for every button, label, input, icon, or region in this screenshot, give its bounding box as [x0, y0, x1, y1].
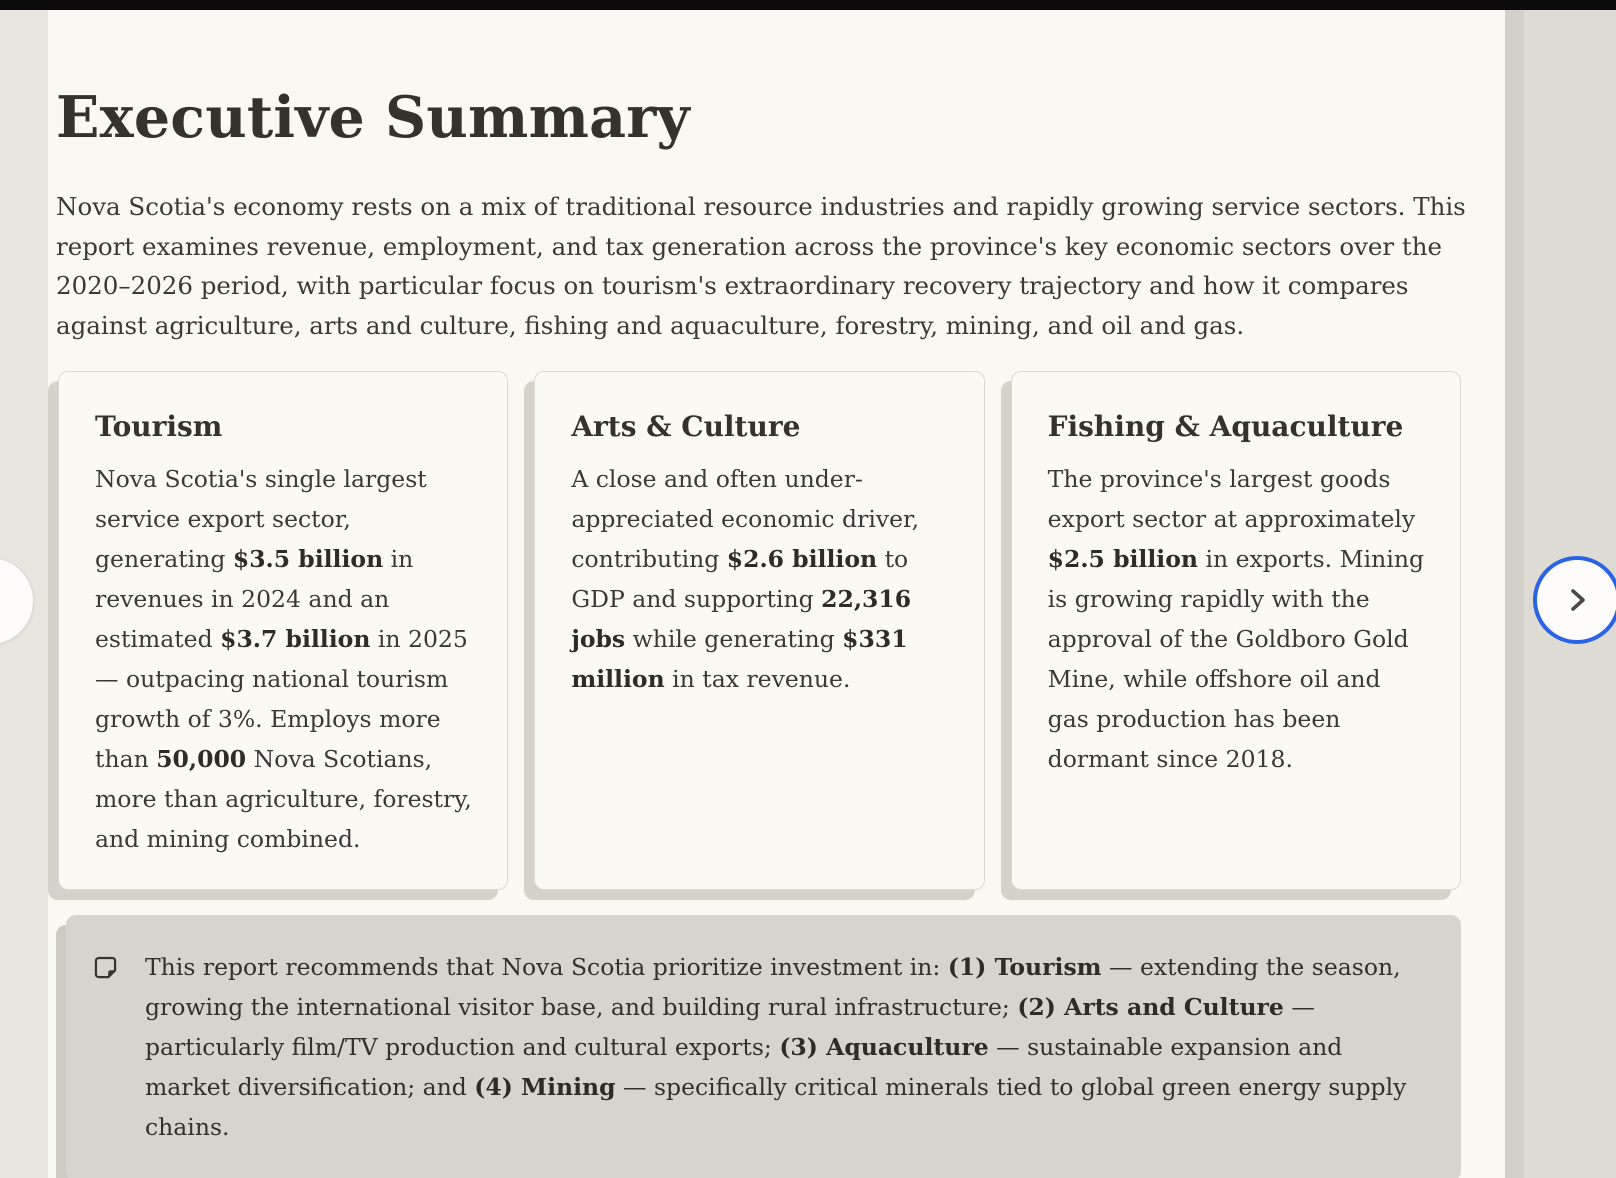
page-edge-strip — [1505, 10, 1524, 1178]
card-title: Fishing & Aquaculture — [1047, 410, 1404, 444]
chevron-left-icon — [0, 585, 6, 617]
card-title: Tourism — [95, 410, 223, 444]
next-page-button[interactable] — [1533, 556, 1616, 644]
chevron-right-icon — [1561, 584, 1593, 616]
page-title: Executive Summary — [56, 84, 690, 151]
document-page — [48, 10, 1505, 1178]
recommendations-callout — [66, 915, 1461, 1178]
card-arts-culture — [534, 371, 984, 890]
callout-text: This report recommends that Nova Scotia prioritize investment in: (1) Tourism — extending the season, growing the international visitor base, and building rural infrastructure; (2) Arts and Culture — particularly film/TV production and cultural exports; (3) Aquaculture — sustainable expansion and market diversification; and (4) Mining — specifically critical minerals tied to global green energy supply chains. — [145, 953, 1407, 1142]
card-tourism — [58, 371, 508, 890]
card-body: Nova Scotia's single largest service export sector, generating $3.5 billion in revenues in 2024 and an estimated $3.7 billion in 2025 — outpacing national tourism growth of 3%. Employs more than 50,000 Nova Scotians, more than agriculture, forestry, and mining combined. — [95, 465, 472, 854]
card-title: Arts & Culture — [571, 410, 801, 444]
note-icon — [92, 954, 119, 985]
summary-cards-row — [58, 371, 1461, 890]
card-body: The province's largest goods export sector at approximately $2.5 billion in exports. Mining is growing rapidly with the approval of the Goldboro Gold Mine, while offshore oil and gas production has been dormant since 2018. — [1047, 465, 1425, 774]
intro-paragraph: Nova Scotia's economy rests on a mix of traditional resource industries and rapidly growing service sectors. This report examines revenue, employment, and tax generation across the province's key economic sectors over the 2020–2026 period, with particular focus on tourism's extraordinary recovery trajectory and how it compares against agriculture, arts and culture, fishing and aquaculture, forestry, mining, and oil and gas. — [56, 192, 1466, 340]
top-divider-bar — [0, 0, 1616, 10]
card-fishing-aquaculture — [1011, 371, 1461, 890]
card-body: A close and often under-appreciated economic driver, contributing $2.6 billion to GDP and supporting 22,316 jobs while generating $331 million in tax revenue. — [571, 465, 920, 694]
